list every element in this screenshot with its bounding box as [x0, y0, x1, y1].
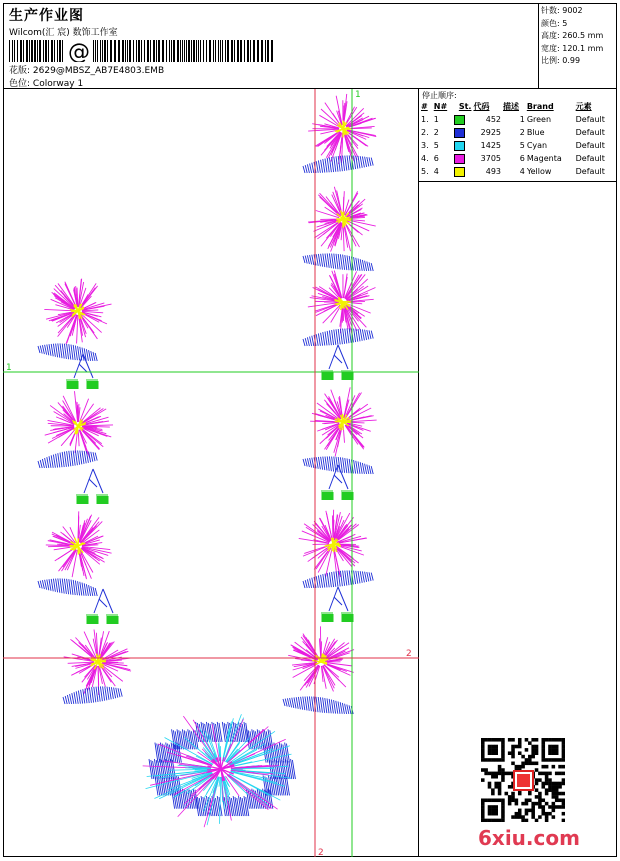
cell-index: 2. [420, 126, 433, 139]
cell-st: 2925 [472, 126, 502, 139]
table-row [420, 152, 616, 165]
stop-sequence-title: 停止顺序: [422, 90, 457, 101]
guide-label-v2: 2 [318, 848, 324, 857]
col-code: 代码 [472, 100, 502, 113]
cell-desc: Magenta [526, 152, 575, 165]
guide-label-h2: 2 [406, 649, 412, 659]
guide-label-h1: 1 [6, 363, 12, 373]
colorway-value: Colorway 1 [33, 79, 83, 89]
cell-code: 6 [502, 152, 526, 165]
qr-code-icon [481, 738, 565, 822]
flower-motif [308, 94, 376, 164]
leaf-band [303, 328, 373, 346]
cell-st: 1425 [472, 139, 502, 152]
col-element: 元素 [575, 100, 616, 113]
cell-index: 5. [420, 165, 433, 178]
flower-motif [288, 626, 354, 691]
cell-swatch [453, 152, 472, 165]
cell-brand: Default [575, 139, 616, 152]
guide-label-v1: 1 [355, 90, 361, 100]
flower-motif [45, 391, 113, 459]
cell-brand: Default [575, 152, 616, 165]
leaf-band [38, 343, 97, 361]
header-panel [3, 3, 539, 89]
cell-st: 493 [472, 165, 502, 178]
leaf-band [303, 155, 373, 173]
table-row [420, 113, 616, 126]
leaf-band [283, 696, 353, 714]
table-row [420, 165, 616, 178]
design-file [9, 63, 164, 76]
cell-desc: Blue [526, 126, 575, 139]
flower-motif [44, 279, 111, 345]
cell-n: 5 [433, 139, 453, 152]
page-title: 生产作业图 [9, 5, 84, 25]
cell-n: 1 [433, 113, 453, 126]
barcode-icon [9, 40, 274, 62]
cell-n: 4 [433, 165, 453, 178]
center-flower [143, 714, 296, 827]
watermark: 6xiu.com [478, 826, 580, 850]
color-swatch [454, 128, 465, 138]
color-swatch [454, 115, 465, 125]
design-canvas [3, 89, 419, 857]
cell-code: 5 [502, 139, 526, 152]
cell-st: 3705 [472, 152, 502, 165]
design-width: 宽度: 120.1 mm [541, 43, 617, 56]
cell-n: 2 [433, 126, 453, 139]
col-n: N# [433, 100, 453, 113]
col-st: St. [453, 100, 472, 113]
stem-bud [322, 587, 353, 622]
cell-desc: Cyan [526, 139, 575, 152]
color-swatch [454, 154, 465, 164]
col-desc: 描述 [502, 100, 526, 113]
table-row [420, 126, 616, 139]
design-scale: 比例: 0.99 [541, 55, 617, 68]
cell-code: 2 [502, 126, 526, 139]
cell-index: 4. [420, 152, 433, 165]
col-index: # [420, 100, 433, 113]
cell-index: 3. [420, 139, 433, 152]
embroidery-preview [3, 89, 419, 857]
leaf-band [303, 570, 373, 588]
cell-code: 4 [502, 165, 526, 178]
cell-swatch [453, 165, 472, 178]
cell-desc: Yellow [526, 165, 575, 178]
barcode-text: @ [68, 40, 90, 62]
design-value: 2629@MBSZ_AB7E4803.EMB [33, 66, 164, 76]
stem-bud [87, 589, 118, 624]
stem-bud [322, 345, 353, 380]
design-height: 高度: 260.5 mm [541, 30, 617, 43]
cell-desc: Green [526, 113, 575, 126]
stitch-count: 针数: 9002 [541, 5, 617, 18]
flower-motif [308, 271, 376, 336]
cell-swatch [453, 126, 472, 139]
table-header-row [420, 100, 616, 113]
cell-brand: Default [575, 126, 616, 139]
color-swatch [454, 167, 465, 177]
cell-swatch [453, 113, 472, 126]
design-label: 花版: [9, 66, 30, 76]
color-count: 颜色: 5 [541, 18, 617, 31]
stem-bud [77, 469, 108, 504]
flower-motif [310, 387, 377, 456]
company-name: Wilcom(汇 宸) 数饰工作室 [9, 25, 118, 38]
flower-motif [299, 510, 367, 579]
cell-n: 6 [433, 152, 453, 165]
stats-box [539, 3, 617, 89]
flower-motif [46, 511, 112, 579]
stop-sequence-panel [419, 89, 617, 182]
leaf-band [303, 253, 373, 271]
stop-sequence-table [420, 100, 616, 178]
cell-st: 452 [472, 113, 502, 126]
colorway-label: 色位: [9, 79, 30, 89]
flower-motif [308, 187, 376, 252]
flower-motif [64, 629, 131, 694]
colorway [9, 76, 83, 89]
cell-brand: Default [575, 165, 616, 178]
col-brand: Brand [526, 100, 575, 113]
cell-code: 1 [502, 113, 526, 126]
leaf-band [38, 578, 97, 596]
table-row [420, 139, 616, 152]
cell-brand: Default [575, 113, 616, 126]
color-swatch [454, 141, 465, 151]
cell-index: 1. [420, 113, 433, 126]
leaf-band [63, 686, 122, 704]
cell-swatch [453, 139, 472, 152]
